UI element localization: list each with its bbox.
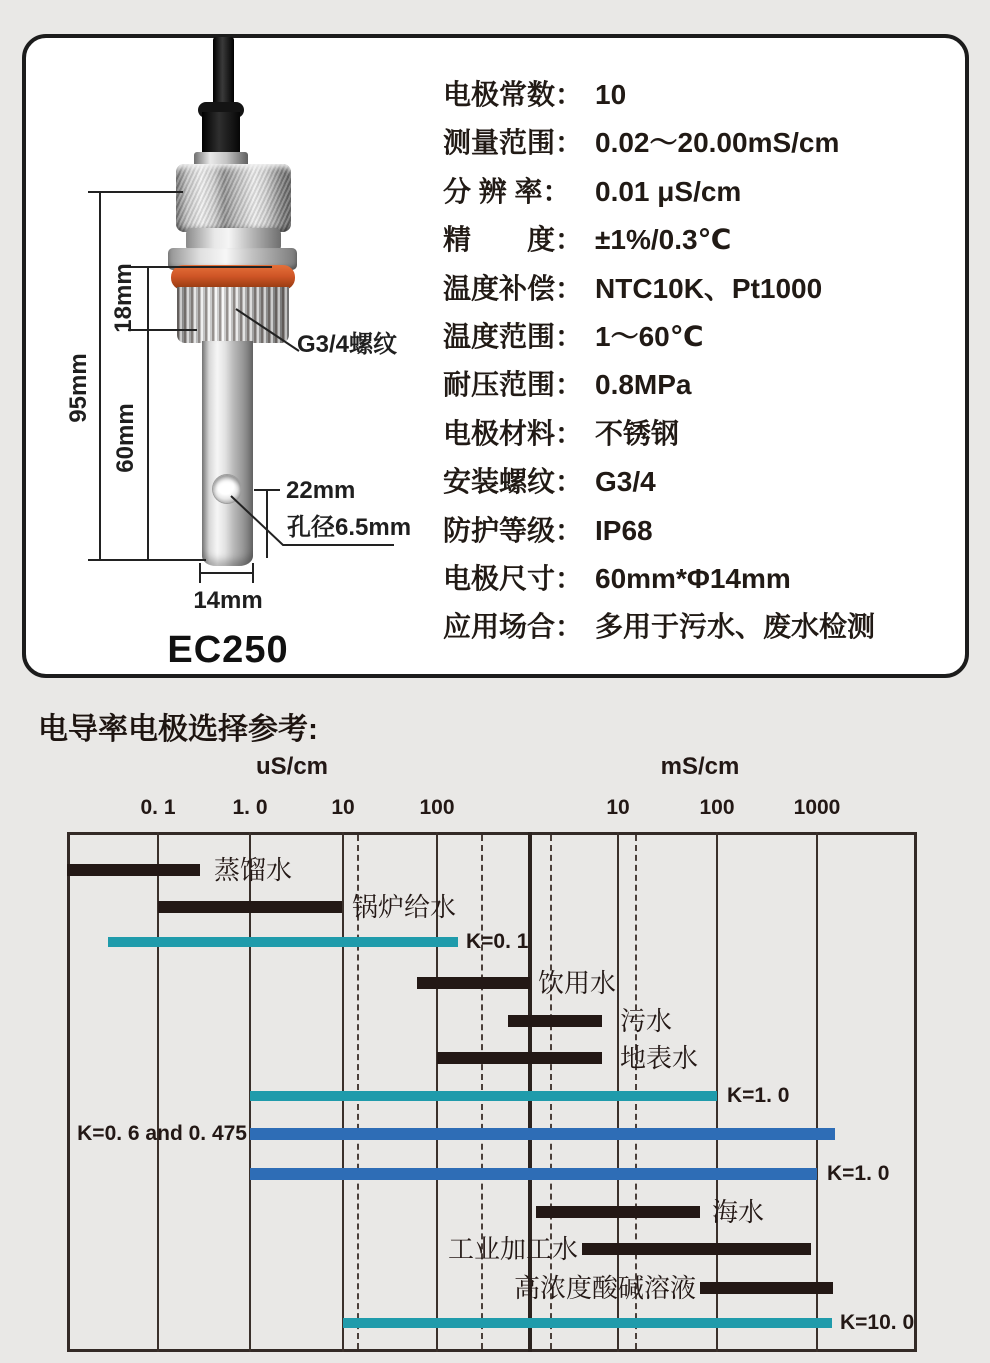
- bar-label: 污水: [620, 1006, 673, 1036]
- dim-label-probe-length: 60mm: [112, 403, 139, 473]
- sensor-probe-hole: [213, 475, 241, 503]
- range-bar: [108, 937, 458, 947]
- axis-tick-label: 10: [331, 796, 355, 819]
- bar-label: K=10. 0: [840, 1311, 915, 1334]
- spec-row: [443, 71, 875, 119]
- spec-label: 测量范围：: [443, 127, 584, 159]
- axis-tick-label: 1000: [793, 796, 841, 819]
- model-label: EC250: [167, 629, 289, 671]
- range-bar: [250, 1168, 817, 1180]
- spec-label: 耐压范围：: [443, 369, 584, 401]
- spec-label: 电极尺寸：: [443, 562, 584, 594]
- spec-label: 安装螺纹：: [443, 466, 584, 498]
- sensor-thread-section: [177, 287, 289, 343]
- spec-value: 60mm*Φ14mm: [595, 562, 791, 594]
- range-bar: [67, 864, 200, 876]
- bar-label: 锅炉给水: [352, 892, 457, 922]
- grid-line: [816, 832, 818, 1352]
- bar-label: K=1. 0: [727, 1084, 790, 1107]
- spec-value: 0.02～20.00mS/cm: [595, 127, 840, 159]
- spec-label: 电极材料：: [443, 417, 584, 449]
- range-bar: [343, 1318, 832, 1328]
- bar-label: 蒸馏水: [214, 855, 293, 885]
- range-bar: [158, 901, 342, 913]
- axis-tick-label: 1. 0: [232, 796, 268, 819]
- spec-row: [443, 458, 875, 506]
- bar-label: 海水: [712, 1197, 765, 1227]
- spec-row: [443, 555, 875, 603]
- dim-label-thread-length: 18mm: [110, 263, 137, 333]
- spec-value: G3/4: [595, 466, 656, 498]
- spec-label: 分 辨 率：: [443, 175, 571, 207]
- spec-value: 0.01 μS/cm: [595, 175, 742, 207]
- dim-label-hole-offset: 22mm: [286, 477, 356, 504]
- bar-label: 饮用水: [538, 968, 617, 998]
- sensor-cable: [213, 37, 234, 111]
- dim-label-thread-type: G3/4螺纹: [297, 331, 398, 358]
- spec-value: ±1%/0.3℃: [595, 224, 732, 256]
- spec-value: 0.8MPa: [595, 369, 692, 401]
- range-bar: [250, 1091, 717, 1101]
- spec-label: 精 度：: [443, 224, 584, 256]
- range-bar: [437, 1052, 602, 1064]
- spec-label: 温度补偿：: [443, 272, 584, 304]
- range-bar: [582, 1243, 811, 1255]
- dim-label-total-length: 95mm: [65, 353, 92, 423]
- spec-label: 电极常数：: [443, 79, 584, 110]
- chart-title: 电导率电极选择参考:: [38, 713, 318, 746]
- axis-unit-label: uS/cm: [255, 753, 329, 780]
- spec-label: 防护等级：: [443, 514, 584, 546]
- spec-row: [443, 313, 875, 361]
- range-bar: [508, 1015, 602, 1027]
- spec-row: [443, 265, 875, 313]
- axis-tick-label: 10: [606, 796, 630, 819]
- spec-row: [443, 361, 875, 409]
- bar-label: K=1. 0: [827, 1162, 890, 1185]
- spec-row: [443, 603, 875, 651]
- dim-label-probe-diameter: 14mm: [193, 587, 263, 614]
- bar-label: 工业加工水: [447, 1234, 578, 1264]
- bar-label: 地表水: [620, 1043, 699, 1073]
- spec-value: 1～60℃: [595, 320, 704, 352]
- spec-value: NTC10K、Pt1000: [595, 272, 823, 304]
- axis-tick-label: 100: [419, 796, 455, 819]
- sensor-probe-body: [202, 341, 253, 566]
- axis-tick-label: 0. 1: [140, 796, 176, 819]
- range-bar: [700, 1282, 833, 1294]
- spec-label: 温度范围：: [443, 320, 584, 352]
- spec-value: 不锈钢: [595, 417, 680, 449]
- bar-label: K=0. 1: [466, 930, 529, 953]
- dim-label-hole-diameter: 孔径6.5mm: [287, 514, 412, 541]
- spec-row: [443, 119, 875, 167]
- bar-label: 高浓度酸碱溶液: [513, 1273, 696, 1303]
- spec-list: [443, 71, 875, 652]
- spec-value: 10: [595, 79, 627, 110]
- spec-value: IP68: [595, 514, 653, 546]
- spec-label: 应用场合：: [443, 611, 584, 643]
- spec-value: 多用于污水、废水检测: [595, 611, 876, 643]
- spec-row: [443, 168, 875, 216]
- range-bar: [250, 1128, 835, 1140]
- range-bar: [417, 977, 530, 989]
- spec-row: [443, 216, 875, 264]
- range-bar: [536, 1206, 700, 1218]
- spec-row: [443, 410, 875, 458]
- axis-tick-label: 100: [699, 796, 735, 819]
- sensor-hex-nut: [176, 164, 291, 232]
- spec-row: [443, 507, 875, 555]
- bar-label: K=0. 6 and 0. 475: [77, 1122, 247, 1145]
- axis-unit-label: mS/cm: [660, 753, 740, 780]
